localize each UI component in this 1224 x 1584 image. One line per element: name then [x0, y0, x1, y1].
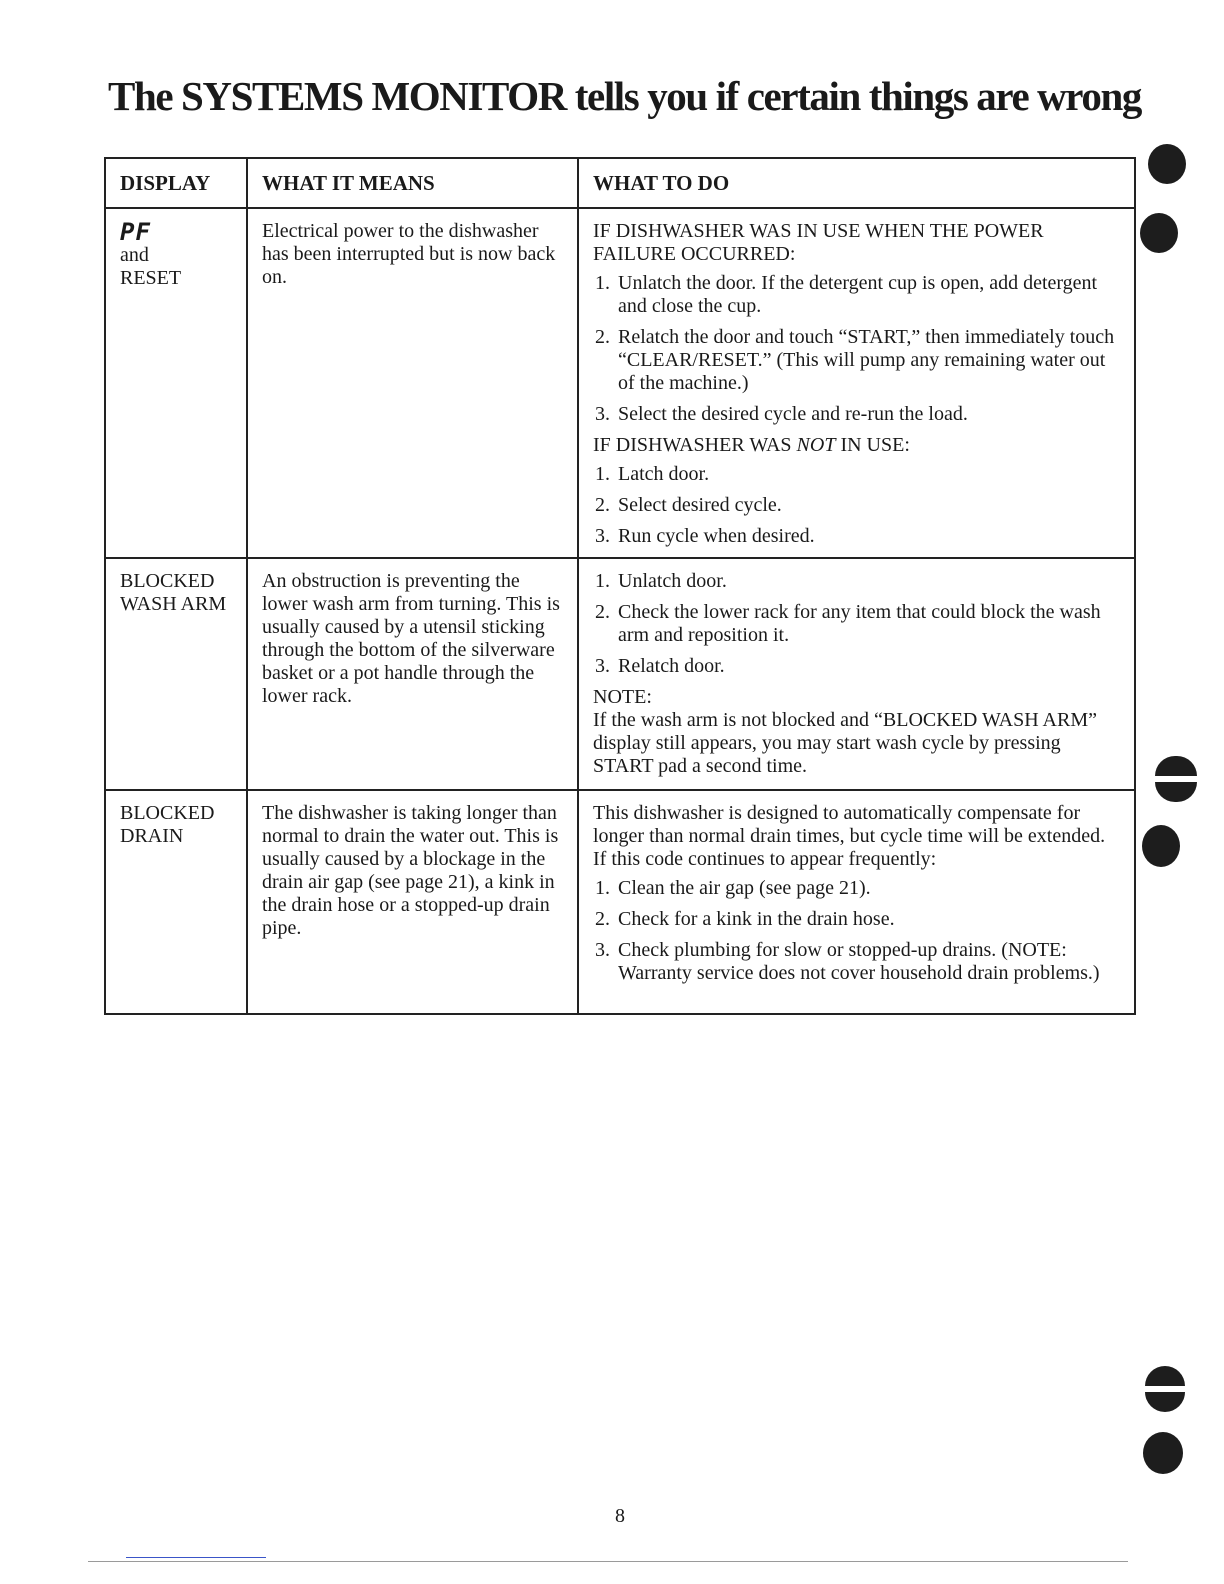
- meaning-cell: The dishwasher is taking longer than normal to drain the water out. This is usually caused by a blockage in the drain air gap (see page 21), a kink in the drain hose or a stopped-up drain pipe.: [247, 790, 578, 1014]
- margin-half-dot-icon: [1145, 1366, 1185, 1386]
- intro-text: This dishwasher is designed to automatically compensate for longer than normal drain times, but cycle time will be extended. If this code continues to appear frequently:: [593, 802, 1106, 870]
- list-item: 2. Select desired cycle.: [595, 494, 782, 516]
- margin-half-dot-icon: [1145, 1392, 1185, 1412]
- list-item: 2. Check the lower rack for any item that could block the wash arm and reposition it.: [595, 601, 1101, 646]
- display-cell: [105, 790, 247, 1014]
- display-code-pf: PF: [120, 218, 151, 246]
- todo-cell: [578, 790, 1135, 1014]
- step-list: [593, 570, 1120, 678]
- todo-cell: [578, 208, 1135, 558]
- list-item: 3. Relatch door.: [595, 655, 725, 677]
- list-item: 3. Check plumbing for slow or stopped-up drains. (NOTE: Warranty service does not cover household drain problems.): [595, 939, 1100, 984]
- bottom-divider-accent: [126, 1557, 266, 1558]
- note-label: NOTE:: [593, 686, 652, 708]
- header-what-it-means: WHAT IT MEANS: [247, 158, 578, 208]
- todo-cell: [578, 558, 1135, 790]
- margin-half-dot-icon: [1155, 782, 1197, 802]
- table-header-row: [105, 158, 1135, 208]
- list-item: 2. Relatch the door and touch “START,” then immediately touch “CLEAR/RESET.” (This will pump any remaining water out of the machine.): [595, 326, 1115, 394]
- meaning-cell: An obstruction is preventing the lower wash arm from turning. This is usually caused by a utensil sticking through the bottom of the silverware basket or a pot handle through the lower rack.: [247, 558, 578, 790]
- note-text: If the wash arm is not blocked and “BLOCKED WASH ARM” display still appears, you may start wash cycle by pressing START pad a second time.: [593, 709, 1098, 777]
- bottom-divider: [88, 1561, 1128, 1562]
- list-item: 1. Clean the air gap (see page 21).: [595, 877, 871, 899]
- step-list: [593, 463, 1120, 548]
- display-line: BLOCKED: [120, 570, 215, 592]
- list-item: 1. Latch door.: [595, 463, 710, 485]
- display-line: DRAIN: [120, 825, 184, 847]
- display-line: and: [120, 244, 149, 266]
- table-row-blocked-drain: [105, 790, 1135, 1014]
- display-line: WASH ARM: [120, 593, 227, 615]
- list-item: 3. Run cycle when desired.: [595, 525, 815, 547]
- step-list: [593, 272, 1120, 426]
- section-heading: IF DISHWASHER WAS IN USE WHEN THE POWER FAILURE OCCURRED:: [593, 220, 1044, 265]
- header-display: DISPLAY: [105, 158, 247, 208]
- header-what-to-do: WHAT TO DO: [578, 158, 1135, 208]
- step-list: [593, 877, 1120, 985]
- display-line: RESET: [120, 267, 182, 289]
- display-line: BLOCKED: [120, 802, 215, 824]
- table-row-power-failure: [105, 208, 1135, 558]
- display-cell: [105, 558, 247, 790]
- section-heading: IF DISHWASHER WAS NOT IN USE:: [593, 434, 910, 456]
- page-number: 8: [615, 1505, 625, 1527]
- margin-dot-icon: [1140, 213, 1178, 253]
- margin-dot-icon: [1143, 1432, 1183, 1474]
- meaning-cell: Electrical power to the dishwasher has been interrupted but is now back on.: [247, 208, 578, 558]
- list-item: 1. Unlatch the door. If the detergent cup is open, add detergent and close the cup.: [595, 272, 1098, 317]
- display-cell: [105, 208, 247, 558]
- list-item: 2. Check for a kink in the drain hose.: [595, 908, 895, 930]
- margin-dot-icon: [1148, 144, 1186, 184]
- margin-dot-icon: [1142, 825, 1180, 867]
- list-item: 3. Select the desired cycle and re-run the load.: [595, 403, 968, 425]
- systems-monitor-table: [104, 157, 1136, 1015]
- margin-half-dot-icon: [1155, 756, 1197, 776]
- list-item: 1. Unlatch door.: [595, 570, 727, 592]
- page-title: The SYSTEMS MONITOR tells you if certain things are wrong: [108, 73, 1141, 119]
- table-row-blocked-wash-arm: [105, 558, 1135, 790]
